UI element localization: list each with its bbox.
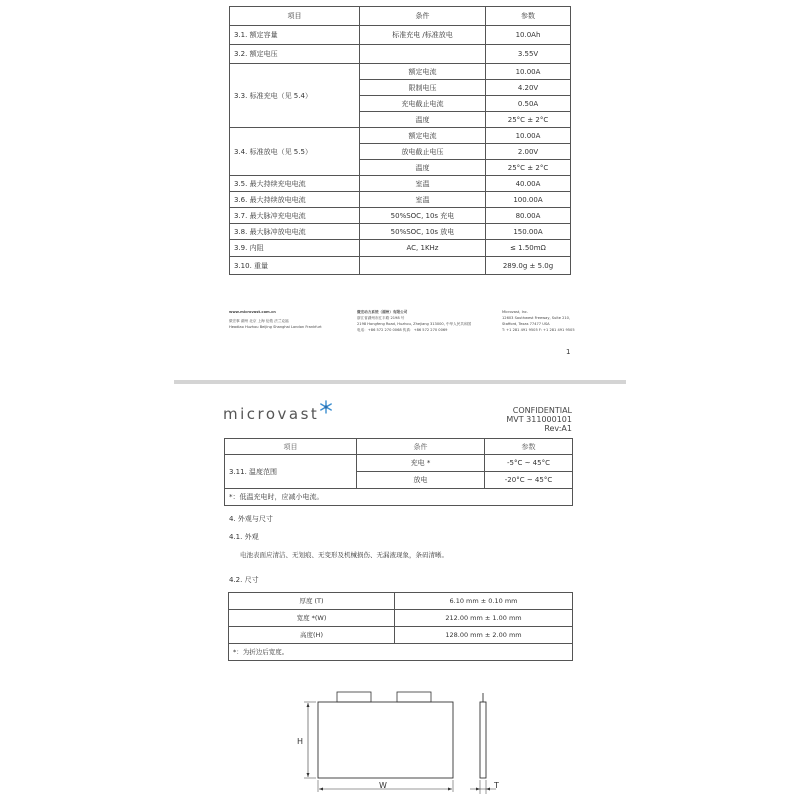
table-row	[230, 208, 571, 224]
snowflake-icon	[319, 400, 333, 414]
condition-cell: 限制电压	[360, 80, 486, 96]
condition-cell	[360, 257, 486, 275]
footer-line: Stafford, Texas 77477 USA	[502, 322, 550, 326]
value-cell: 80.00A	[486, 208, 571, 224]
header-condition: 条件	[360, 7, 486, 26]
item-cell: 3.9. 内阻	[230, 240, 360, 257]
condition-cell: 室温	[360, 192, 486, 208]
item-cell: 3.8. 最大脉冲放电电流	[230, 224, 360, 240]
condition-cell: 标准充电 /标准放电	[360, 26, 486, 45]
dim-value-cell: 6.10 mm ± 0.10 mm	[395, 593, 573, 610]
item-cell: 3.7. 最大脉冲充电电流	[230, 208, 360, 224]
item-cell: 3.5. 最大持续充电电流	[230, 176, 360, 192]
footer-line: 2198 Hongfeng Road, Huzhou, Zhejiang 313000, 中华人民共和国	[357, 322, 472, 326]
value-cell: 289.0g ± 5.0g	[486, 257, 571, 275]
value-cell: -20°C ~ 45°C	[485, 472, 573, 489]
table-row	[230, 224, 571, 240]
footer-line: Microvast, Inc.	[502, 310, 529, 314]
value-cell: ≤ 1.50mΩ	[486, 240, 571, 257]
item-cell: 3.6. 最大持续放电电流	[230, 192, 360, 208]
header-item: 项目	[225, 439, 357, 455]
table-row	[230, 192, 571, 208]
cell-body-side	[480, 702, 486, 778]
footer-line: 电话：+86 572 270 0068 传真：+86 572 270 0069	[357, 328, 448, 332]
value-cell: 2.00V	[486, 144, 571, 160]
label-t: T	[494, 781, 499, 790]
page-divider	[174, 380, 626, 384]
value-cell: 40.00A	[486, 176, 571, 192]
value-cell: 3.55V	[486, 45, 571, 64]
table-row	[230, 64, 571, 80]
table-row	[230, 176, 571, 192]
temp-table	[224, 438, 573, 506]
value-cell: 4.20V	[486, 80, 571, 96]
condition-cell: 50%SOC, 10s 放电	[360, 224, 486, 240]
condition-cell	[360, 45, 486, 64]
table-row	[230, 128, 571, 144]
cell-tab-left	[337, 692, 371, 702]
section-4-1-title: 4.1. 外观	[229, 533, 259, 541]
dim-name-cell: 厚度 (T)	[229, 593, 395, 610]
header-item: 项目	[230, 7, 360, 26]
label-h: H	[297, 737, 304, 746]
condition-cell: 温度	[360, 112, 486, 128]
label-w: W	[379, 781, 387, 790]
item-cell: 3.3. 标准充电（见 5.4）	[230, 64, 360, 128]
item-cell: 3.10. 重量	[230, 257, 360, 275]
footer-line: 12603 Southwest Freeway, Suite 210,	[502, 316, 571, 320]
item-cell: 3.1. 额定容量	[230, 26, 360, 45]
table-row	[230, 45, 571, 64]
table-row	[230, 26, 571, 45]
doc-header-info	[506, 406, 572, 433]
table-header-row	[225, 439, 573, 455]
condition-cell: 充电 *	[357, 455, 485, 472]
section-4-1-text: 电池表面应清洁、无划痕、无变形及机械损伤、无漏液现象，条码清晰。	[240, 551, 448, 559]
header-value: 参数	[485, 439, 573, 455]
cell-body-front	[318, 702, 453, 778]
dimension-table	[228, 592, 573, 661]
item-cell: 3.2. 额定电压	[230, 45, 360, 64]
condition-cell: 放电截止电压	[360, 144, 486, 160]
condition-cell: 室温	[360, 176, 486, 192]
header-condition: 条件	[357, 439, 485, 455]
value-cell: 150.00A	[486, 224, 571, 240]
value-cell: 0.50A	[486, 96, 571, 112]
table-note-row	[225, 489, 573, 506]
footer-line: www.microvast.com.cn	[229, 310, 276, 314]
condition-cell: 充电截止电流	[360, 96, 486, 112]
condition-cell: 温度	[360, 160, 486, 176]
table-note-row	[229, 644, 573, 661]
value-cell: 10.00A	[486, 64, 571, 80]
condition-cell: 50%SOC, 10s 充电	[360, 208, 486, 224]
condition-cell: 额定电流	[360, 128, 486, 144]
company-logo: microvast	[223, 405, 320, 423]
condition-cell: 放电	[357, 472, 485, 489]
footer-line: 微宏事 湖州 北京 上海 伦敦 法兰克福	[229, 319, 289, 323]
section-4-2-title: 4.2. 尺寸	[229, 576, 259, 584]
footer-line: T: +1 281 491 9505 F: +1 281 491 9505	[502, 328, 575, 332]
table-row	[229, 610, 573, 627]
table-row	[229, 627, 573, 644]
doc-number: MVT 311000101	[506, 415, 572, 424]
value-cell: 10.00A	[486, 128, 571, 144]
footer-column-web	[229, 309, 322, 330]
value-cell: -5°C ~ 45°C	[485, 455, 573, 472]
revision: Rev:A1	[544, 424, 572, 433]
table-header-row	[230, 7, 571, 26]
item-cell: 3.11. 温度范围	[225, 455, 357, 489]
table-row	[230, 240, 571, 257]
page-number: 1	[566, 348, 571, 356]
condition-cell: AC, 1KHz	[360, 240, 486, 257]
condition-cell: 额定电流	[360, 64, 486, 80]
confidential-label: CONFIDENTIAL	[512, 406, 572, 415]
dim-value-cell: 212.00 mm ± 1.00 mm	[395, 610, 573, 627]
footer-line: 微宏动力系统（湖州）有限公司	[357, 310, 408, 314]
table-row	[229, 593, 573, 610]
table-note: *：为折边后宽度。	[229, 644, 573, 661]
value-cell: 100.00A	[486, 192, 571, 208]
table-row	[225, 455, 573, 472]
value-cell: 10.0Ah	[486, 26, 571, 45]
section-4-title: 4. 外观与尺寸	[229, 515, 273, 523]
table-row	[230, 257, 571, 275]
table-note: *：低温充电时，应减小电流。	[225, 489, 573, 506]
cell-tab-right	[397, 692, 431, 702]
footer-line: 浙江省湖州市红丰路 2198 号	[357, 316, 405, 320]
footer-line: Headiao Huzhou Beijing Shanghai London Frankfurt	[229, 325, 322, 329]
footer-column-company	[357, 309, 471, 333]
spec-table	[229, 6, 571, 275]
cell-dimension-drawing	[290, 688, 530, 796]
item-cell: 3.4. 标准放电（见 5.5）	[230, 128, 360, 176]
footer-column-us	[502, 309, 575, 333]
value-cell: 25°C ± 2°C	[486, 112, 571, 128]
header-value: 参数	[486, 7, 571, 26]
dim-value-cell: 128.00 mm ± 2.00 mm	[395, 627, 573, 644]
value-cell: 25°C ± 2°C	[486, 160, 571, 176]
dim-name-cell: 高度(H)	[229, 627, 395, 644]
dim-name-cell: 宽度 *(W)	[229, 610, 395, 627]
